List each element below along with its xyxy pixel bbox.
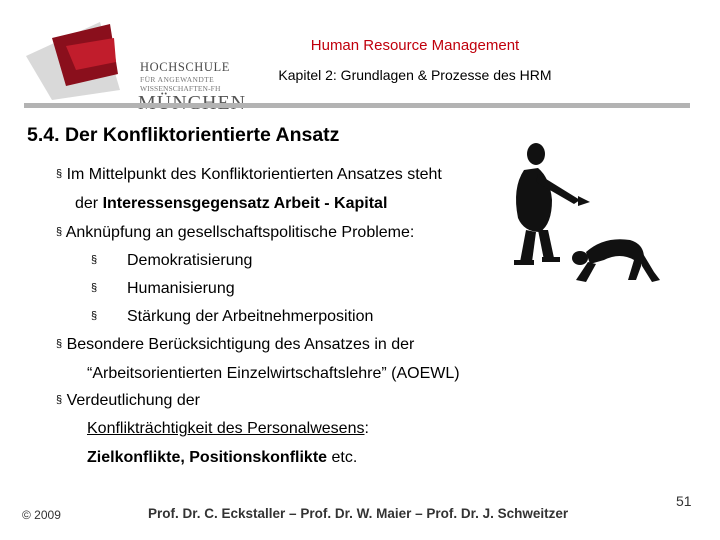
sub-bullet-3-text: Stärkung der Arbeitnehmerposition (127, 308, 374, 325)
bullet-4-bold: Zielkonflikte, Positionskonflikte (87, 449, 328, 466)
sub-bullet-2 (91, 280, 235, 298)
sub-bullet-marker: § (91, 254, 98, 266)
bullet-1-prefix: der (75, 195, 103, 212)
bullet-3-line-1 (56, 336, 414, 354)
bullet-marker: § (56, 226, 63, 238)
bullet-2-text: Anknüpfung an gesellschaftspolitische Probleme: (65, 224, 415, 241)
page-number: 51 (676, 493, 692, 509)
footer-authors: Prof. Dr. C. Eckstaller – Prof. Dr. W. Maier – Prof. Dr. J. Schweitzer (148, 506, 569, 521)
boss-and-worker-illustration-icon (494, 140, 664, 300)
logo-line-2: FÜR ANGEWANDTE (140, 75, 215, 84)
bullet-marker: § (56, 338, 63, 350)
logo-line-1: HOCHSCHULE (140, 60, 231, 74)
bullet-4-line-3 (87, 449, 357, 467)
bullet-marker: § (56, 168, 63, 180)
bullet-1-text: Im Mittelpunkt des Konfliktorientierten Ansatzes steht (66, 166, 442, 183)
bullet-4-line-1 (56, 392, 200, 410)
bullet-1-line-2 (75, 195, 387, 213)
bullet-4-colon: : (364, 420, 369, 437)
bullet-4-tail: etc. (327, 449, 358, 466)
header-title: Human Resource Management (310, 37, 520, 54)
header-subtitle: Kapitel 2: Grundlagen & Prozesse des HRM (278, 67, 552, 83)
bullet-4-underlined: Konflikträchtigkeit des Personalwesens (87, 420, 365, 437)
sub-bullet-1-text: Demokratisierung (127, 252, 253, 269)
header-divider (24, 103, 690, 108)
bullet-4-line-2 (87, 420, 369, 438)
sub-bullet-2-text: Humanisierung (127, 280, 235, 297)
sub-bullet-marker: § (91, 282, 98, 294)
sub-bullet-1 (91, 252, 253, 270)
bullet-1-bold: Interessensgegensatz Arbeit - Kapital (102, 195, 388, 212)
bullet-3-text: Besondere Berücksichtigung des Ansatzes in der (66, 336, 415, 353)
sub-bullet-3 (91, 308, 374, 326)
bullet-3-line-2: “Arbeitsorientierten Einzelwirtschaftslehre” (AOEWL) (87, 365, 460, 382)
bullet-2 (56, 224, 414, 242)
bullet-4-text: Verdeutlichung der (66, 392, 201, 409)
logo-mark-icon (22, 16, 142, 102)
logo-line-3: WISSENSCHAFTEN-FH (140, 84, 221, 93)
section-title: 5.4. Der Konfliktorientierte Ansatz (27, 124, 340, 146)
university-logo (22, 16, 231, 102)
sub-bullet-marker: § (91, 310, 98, 322)
copyright: © 2009 (22, 508, 61, 522)
bullet-marker: § (56, 394, 63, 406)
bullet-1-line-1 (56, 166, 442, 184)
